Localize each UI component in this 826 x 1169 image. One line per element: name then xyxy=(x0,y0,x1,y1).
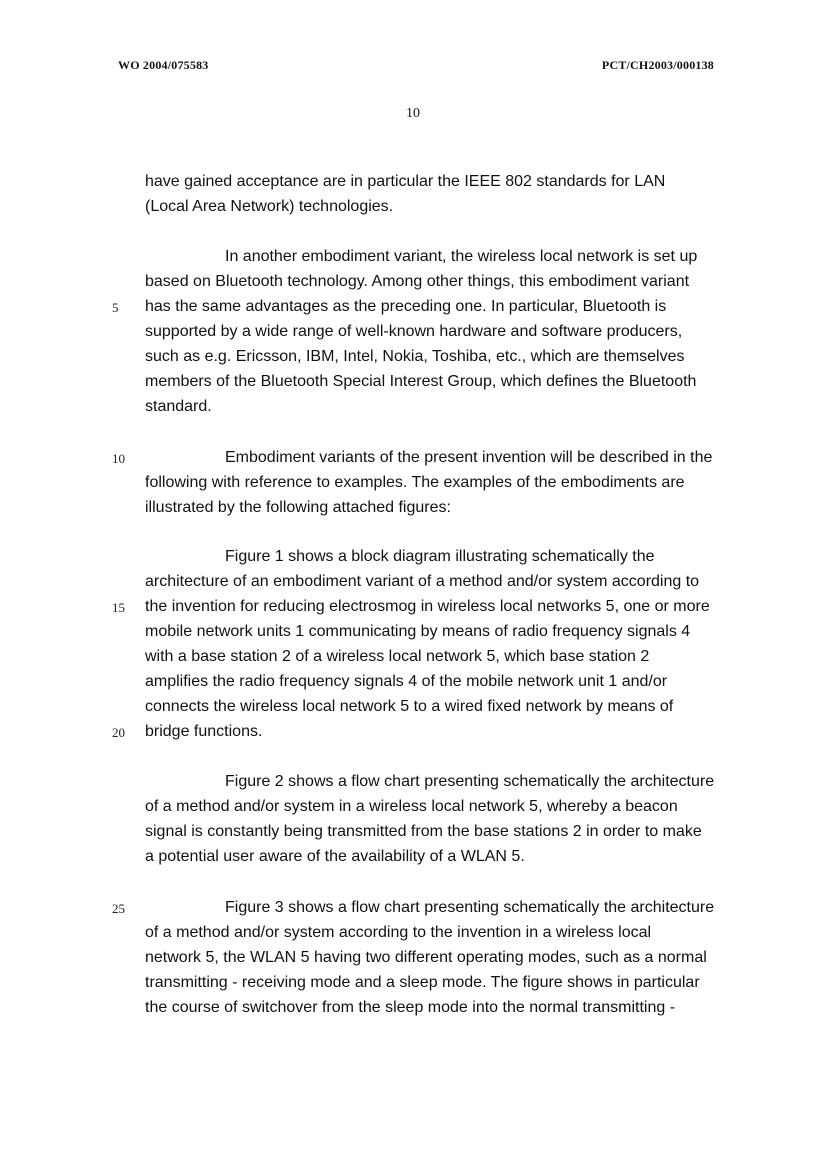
text-line: such as e.g. Ericsson, IBM, Intel, Nokia, Toshiba, etc., which are themselves xyxy=(145,348,685,365)
text-line: mobile network units 1 communicating by means of radio frequency signals 4 xyxy=(145,623,691,640)
application-number: PCT/CH2003/000138 xyxy=(601,58,714,72)
text-line: following with reference to examples. The examples of the embodiments are xyxy=(145,474,685,491)
line-number: 15 xyxy=(112,600,125,615)
line-number: 5 xyxy=(112,300,119,315)
text-line: (Local Area Network) technologies. xyxy=(145,198,394,215)
line-number: 10 xyxy=(112,451,125,466)
text-line: a potential user aware of the availability of a WLAN 5. xyxy=(145,848,525,865)
text-line: amplifies the radio frequency signals 4 of the mobile network unit 1 and/or xyxy=(145,673,668,690)
text-line: signal is constantly being transmitted from the base stations 2 in order to make xyxy=(145,823,702,840)
text-line: architecture of an embodiment variant of a method and/or system according to xyxy=(145,573,700,590)
text-line: bridge functions. xyxy=(145,723,263,740)
text-line: members of the Bluetooth Special Interest Group, which defines the Bluetooth xyxy=(145,373,697,390)
text-line: standard. xyxy=(145,398,212,415)
text-line: network 5, the WLAN 5 having two different operating modes, such as a normal xyxy=(145,949,707,966)
publication-number: WO 2004/075583 xyxy=(118,58,209,72)
text-line: based on Bluetooth technology. Among other things, this embodiment variant xyxy=(145,273,690,290)
text-line: Figure 3 shows a flow chart presenting schematically the architecture xyxy=(225,899,715,916)
text-line: connects the wireless local network 5 to a wired fixed network by means of xyxy=(145,698,674,715)
text-line: In another embodiment variant, the wireless local network is set up xyxy=(225,248,698,265)
line-number: 20 xyxy=(112,725,125,740)
text-line: with a base station 2 of a wireless local network 5, which base station 2 xyxy=(145,648,650,665)
text-line: Embodiment variants of the present invention will be described in the xyxy=(225,449,713,466)
text-line: have gained acceptance are in particular the IEEE 802 standards for LAN xyxy=(145,173,666,190)
text-line: Figure 2 shows a flow chart presenting schematically the architecture xyxy=(225,773,715,790)
text-line: illustrated by the following attached figures: xyxy=(145,499,451,516)
text-line: supported by a wide range of well-known hardware and software producers, xyxy=(145,323,683,340)
text-line: the course of switchover from the sleep mode into the normal transmitting - xyxy=(145,999,676,1016)
page-number: 10 xyxy=(406,106,420,121)
text-line: of a method and/or system in a wireless local network 5, whereby a beacon xyxy=(145,798,678,815)
text-line: transmitting - receiving mode and a sleep mode. The figure shows in particular xyxy=(145,974,700,991)
text-line: the invention for reducing electrosmog in wireless local networks 5, one or more xyxy=(145,598,710,615)
line-number: 25 xyxy=(112,901,125,916)
text-line: of a method and/or system according to the invention in a wireless local xyxy=(145,924,652,941)
text-line: Figure 1 shows a block diagram illustrating schematically the xyxy=(225,548,655,565)
text-line: has the same advantages as the preceding one. In particular, Bluetooth is xyxy=(145,298,667,315)
